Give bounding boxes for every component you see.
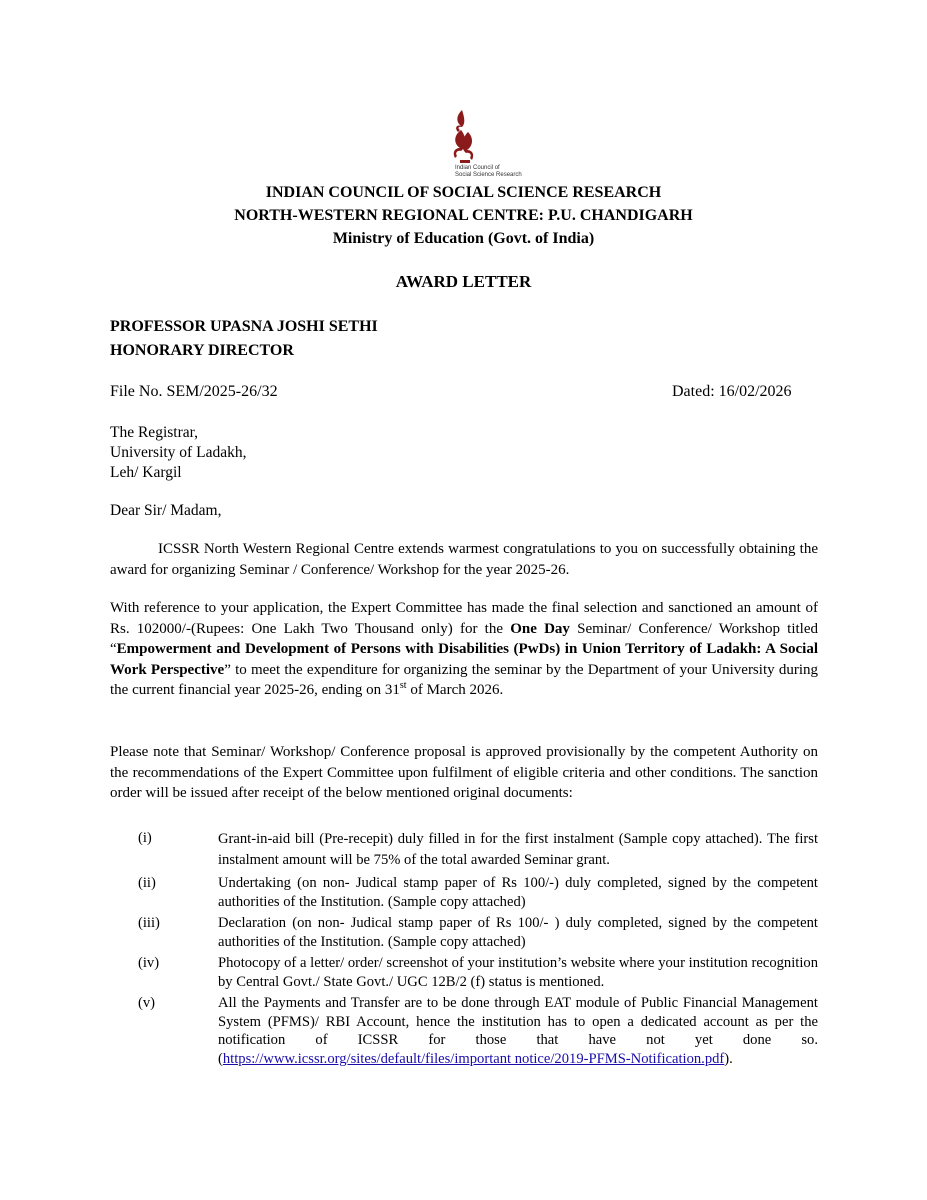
logo-caption: [455, 165, 522, 179]
address-line: The Registrar,: [110, 424, 199, 441]
salutation: Dear Sir/ Madam,: [110, 502, 222, 519]
list-item-text: [218, 994, 818, 1068]
sanction-text-3: ” to meet the expenditure for organizing the seminar by the Department of your University during the current financial year 2025-26, ending on 31: [110, 661, 818, 698]
organization-name: INDIAN COUNCIL OF SOCIAL SCIENCE RESEARCH: [265, 184, 662, 201]
sanction-text-1: With reference to your application, the Expert Committee has made the final selection and sanctioned an amount of Rs. 102000/-(Rupees: One Lakh Two Thousand only) for the: [110, 600, 818, 637]
regional-centre: NORTH-WESTERN REGIONAL CENTRE: P.U. CHANDIGARH: [234, 207, 693, 224]
logo-caption-line-2: Social Science Research: [455, 172, 522, 178]
file-number: File No. SEM/2025-26/32: [110, 383, 278, 400]
list-item-number: (iv): [138, 955, 160, 971]
list-item-number: (v): [138, 995, 156, 1011]
address-line: Leh/ Kargil: [110, 464, 182, 481]
sanction-text-2: Seminar/ Conference/ Workshop titled “: [110, 620, 819, 657]
list-item: [110, 954, 818, 991]
address-line: University of Ladakh,: [110, 444, 247, 461]
pfms-suffix: ).: [724, 1050, 733, 1067]
list-item: [110, 874, 818, 911]
sanction-text-4: of March 2026.: [406, 682, 504, 698]
letter-date: Dated: 16/02/2026: [672, 383, 792, 400]
list-item-text: Photocopy of a letter/ order/ screenshot of your institution’s website where your institution recognition by Central Govt./ State Govt./ UGC 12B/2 (f) status is mentioned.: [218, 955, 818, 990]
list-item-text: Grant-in-aid bill (Pre-recepit) duly filled in for the first instalment (Sample copy attached). The first instalment amount will be 75% of the total awarded Seminar grant.: [218, 831, 818, 868]
seminar-title: Empowerment and Development of Persons with Disabilities (PwDs) in Union Territory of Ladakh: A Social Work Perspective: [110, 641, 818, 678]
congratulations-paragraph: ICSSR North Western Regional Centre extends warmest congratulations to you on successfully obtaining the award for organizing Seminar / Conference/ Workshop for the year 2025-26.: [110, 541, 818, 578]
seminar-duration: One Day: [510, 620, 570, 637]
letter-title: AWARD LETTER: [395, 272, 532, 291]
list-item-text: Declaration (on non- Judical stamp paper of Rs 100/- ) duly completed, signed by the competent authorities of the Institution. (Sample copy attached): [218, 915, 818, 950]
logo-caption-line-1: Indian Council of: [455, 165, 500, 171]
list-item-number: (ii): [138, 875, 156, 891]
list-item: [110, 914, 818, 951]
provisional-approval-paragraph: Please note that Seminar/ Workshop/ Conference proposal is approved provisionally by the competent Authority on the recommendations of the Expert Committee upon fulfilment of eligible criteria and other conditions. The sanction order will be issued after receipt of the below mentioned original documents:: [110, 744, 818, 801]
list-item: [110, 829, 818, 871]
list-item: [110, 994, 818, 1068]
signatory-name: PROFESSOR UPASNA JOSHI SETHI: [110, 318, 378, 335]
pfms-text: All the Payments and Transfer are to be done through EAT module of Public Financial Management System (PFMS)/ RBI Account, hence the institution has to open a dedicated account as per the notification of ICSSR for those that have not yet done so. (: [218, 995, 818, 1067]
recipient-address: [110, 423, 246, 483]
signatory-designation: HONORARY DIRECTOR: [110, 342, 294, 359]
list-item-text: Undertaking (on non- Judical stamp paper of Rs 100/-) duly completed, signed by the competent authorities of the Institution. (Sample copy attached): [218, 875, 818, 910]
pfms-notification-link[interactable]: https://www.icssr.org/sites/default/files/important notice/2019-PFMS-Notification.pdf: [222, 1050, 725, 1067]
list-item-number: (iii): [138, 915, 160, 931]
required-documents-list: [110, 829, 818, 1071]
sanction-paragraph: [110, 598, 818, 701]
ministry-line: Ministry of Education (Govt. of India): [332, 230, 595, 247]
list-item-number: (i): [138, 830, 152, 846]
ordinal-suffix: st: [399, 680, 407, 691]
